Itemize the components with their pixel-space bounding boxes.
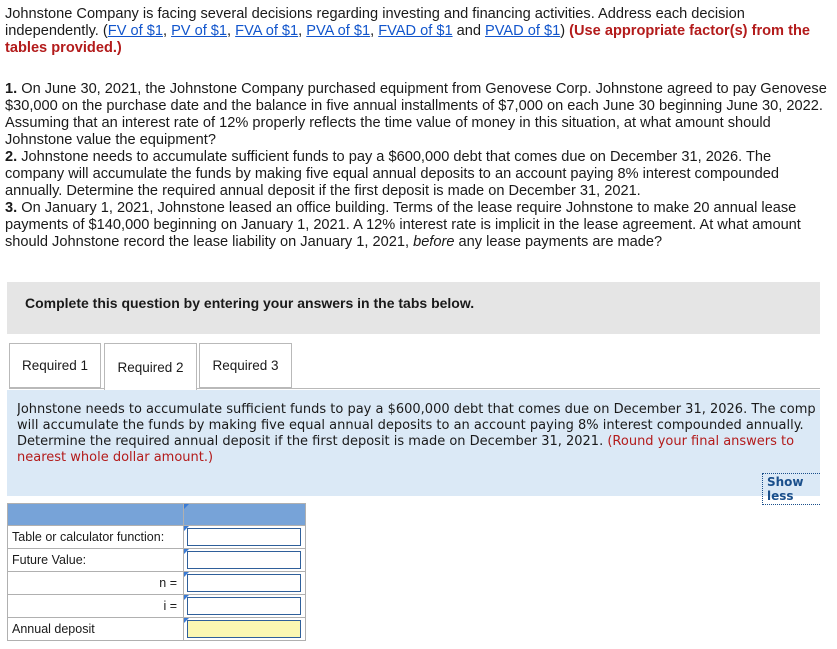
row-label-i: i = [8,595,184,618]
i-input[interactable] [187,597,301,615]
q3-text-a: On January 1, 2021, Johnstone leased an office building. Terms of the lease require Johnstone to make 20 annual lease payments of $140,000 beginning on January 1, 2021. A 12% interest rate is implicit in the lease agreement. At what amount should Johnstone record the lease liability on January 1, 2021, [5,200,801,250]
input-cell [184,549,306,572]
paren-close: ) [560,23,570,39]
table-row [8,526,306,549]
show-less-button[interactable]: Show less [762,473,820,505]
rounding-note-cont: nearest whole dollar amount.) [17,450,214,465]
instruction-banner [7,282,820,334]
prompt-line-2: will accumulate the funds by making five equal annual deposits to an account paying 8% interest compounded annually. [17,418,804,433]
prompt-line-1: Johnstone needs to accumulate sufficient funds to pay a $600,000 debt that comes due on December 31, 2026. The comp [17,402,816,417]
sep: , [370,23,379,39]
annual-deposit-input[interactable] [187,620,301,638]
tab-required-1[interactable]: Required 1 [9,343,101,388]
link-pva[interactable]: PVA of $1 [306,23,371,39]
row-label-annual-deposit: Annual deposit [8,618,184,641]
sep: , [162,23,172,39]
table-row [8,618,306,641]
prompt-text [17,402,820,466]
q3-emphasis: before [413,234,455,250]
q1-number: 1. [5,81,18,97]
function-input[interactable] [187,528,301,546]
intro-text: Johnstone Company is facing several decisions regarding investing and financing activities. Address each decision independently. ( [5,6,745,39]
question-1 [5,81,827,149]
future-value-input[interactable] [187,551,301,569]
table-row [8,572,306,595]
q1-text: On June 30, 2021, the Johnstone Company purchased equipment from Genovese Corp. Johnstone agreed to pay Genovese $30,000 on the purchase date and the balance in five annual installments of $7,000 on each June 30 beginning June 30, 2022. Assuming that an interest rate of 12% properly reflects the time value of money in this situation, at what amount should Johnstone value the equipment? [5,81,827,148]
link-pv[interactable]: PV of $1 [171,23,228,39]
q2-number: 2. [5,149,18,165]
header-cell [184,504,306,526]
question-prompt-box [7,390,820,503]
input-cell [184,572,306,595]
input-cell [184,526,306,549]
question-list [5,81,827,251]
worksheet-header [8,504,306,526]
and-text: and [452,23,486,39]
tab-required-3[interactable]: Required 3 [199,343,292,388]
table-row [8,549,306,572]
instruction-text: (Use appropriate factor(s) from the tables provided.) [5,23,810,56]
link-pvad[interactable]: PVAD of $1 [485,23,561,39]
question-2 [5,149,827,200]
link-fva[interactable]: FVA of $1 [235,23,299,39]
row-label-function: Table or calculator function: [8,526,184,549]
answer-worksheet [7,503,306,641]
banner-text: Complete this question by entering your answers in the tabs below. [25,295,475,311]
intro-paragraph [5,6,825,57]
question-3 [5,200,827,251]
link-fvad[interactable]: FVAD of $1 [378,23,453,39]
q3-text-b: any lease payments are made? [454,234,663,250]
n-input[interactable] [187,574,301,592]
input-cell [184,595,306,618]
row-label-n: n = [8,572,184,595]
q3-number: 3. [5,200,18,216]
table-row [8,595,306,618]
input-cell [184,618,306,641]
rounding-note: (Round your final answers to [607,434,795,449]
sep: , [298,23,307,39]
tab-required-2[interactable]: Required 2 [104,343,197,390]
sep: , [227,23,236,39]
prompt-line-3: Determine the required annual deposit if the first deposit is made on December 31, 2021. [17,434,608,449]
q2-text: Johnstone needs to accumulate sufficient funds to pay a $600,000 debt that comes due on December 31, 2026. The company will accumulate the funds by making five equal annual deposits to an account paying 8% interest compounded annually. Determine the required annual deposit if the first deposit is made on December 31, 2021. [5,149,779,199]
row-label-future-value: Future Value: [8,549,184,572]
link-fv[interactable]: FV of $1 [107,23,163,39]
header-cell [8,504,184,526]
